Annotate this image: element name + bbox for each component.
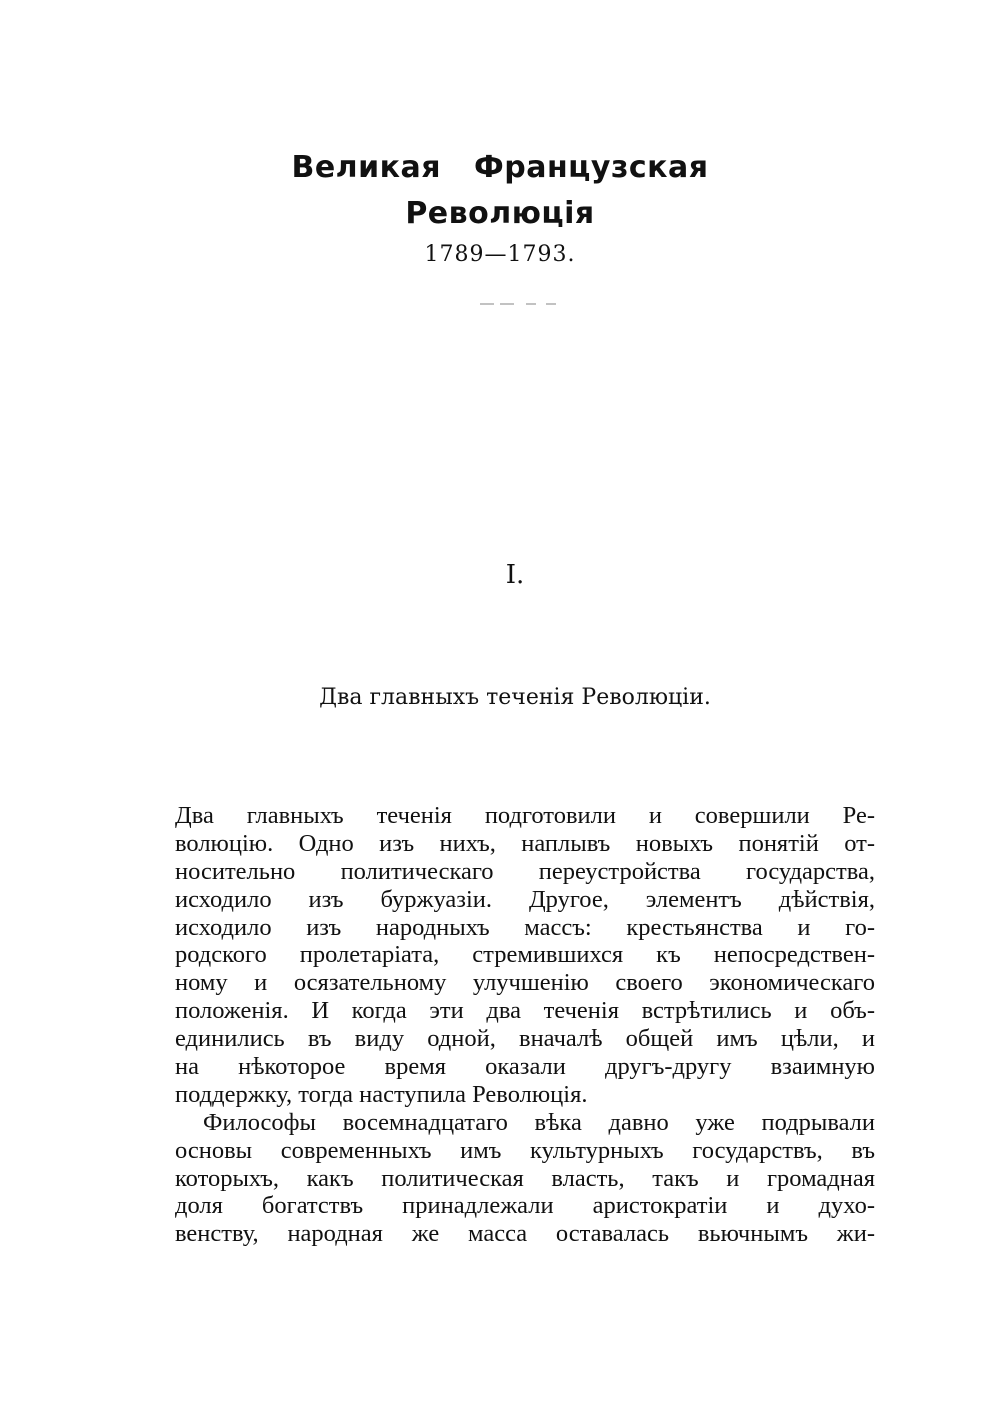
title-line-2: Революція: [405, 196, 595, 231]
text-line: ному и осязательному улучшенію своего экономическаго: [175, 969, 875, 997]
text-line: положенія. И когда эти два теченія встрѣтились и объ-: [175, 997, 875, 1025]
text-line: доля богатствъ принадлежали аристократіи и духо-: [175, 1192, 875, 1220]
text-line: венству, народная же масса оставалась вьючнымъ жи-: [175, 1220, 875, 1248]
text-line: исходило изъ народныхъ массъ: крестьянства и го-: [175, 913, 875, 941]
ornament-divider-icon: [480, 302, 560, 306]
text-line: Философы восемнадцатаго вѣка давно уже подрывали: [203, 1108, 875, 1136]
years-subtitle: 1789—1793.: [424, 242, 576, 267]
text-line: Два главныхъ теченія подготовили и совершили Ре-: [175, 802, 875, 829]
text-line: исходило изъ буржуазіи. Другое, элементъ дѣйствія,: [175, 885, 875, 913]
text-line: поддержку, тогда наступила Революція.: [175, 1080, 588, 1108]
chapter-title: Два главныхъ теченія Революціи.: [319, 685, 711, 710]
text-line: родского пролетаріата, стремившихся къ непосредствен-: [175, 941, 875, 969]
text-line: носительно политическаго переустройства государства,: [175, 857, 875, 885]
text-line: основы современныхъ имъ культурныхъ государствъ, въ: [175, 1136, 875, 1164]
text-line: на нѣкоторое время оказали другъ-другу взаимную: [175, 1053, 875, 1081]
title-line-1: Великая Французская: [291, 150, 709, 185]
text-line: которыхъ, какъ политическая власть, такъ и громадная: [175, 1164, 875, 1192]
body-text: [175, 802, 875, 1248]
chapter-number: I.: [505, 560, 525, 590]
text-line: единились въ виду одной, вначалѣ общей имъ цѣли, и: [175, 1025, 875, 1053]
text-line: волюцію. Одно изъ нихъ, наплывъ новыхъ понятій от-: [175, 829, 875, 857]
